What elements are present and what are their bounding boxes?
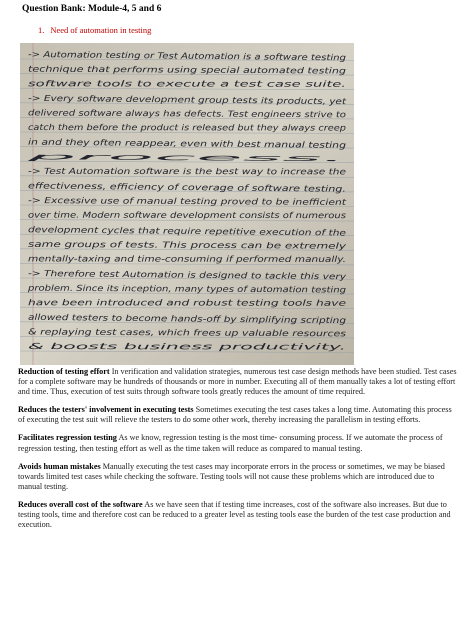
handwritten-line: technique that performs using special automated testing [27, 63, 266, 76]
handwritten-line: effectiveness, efficiency of coverage of software testing. [27, 180, 264, 193]
paragraph [18, 405, 460, 425]
handwritten-line: catch them before the product is released but they always creep [27, 122, 298, 133]
paragraph [18, 433, 460, 453]
section-number: 1. [38, 25, 45, 35]
handwritten-notes-image [20, 43, 354, 365]
handwritten-line: have been introduced and robust testing tools have [27, 297, 244, 308]
body-paragraphs [18, 367, 460, 538]
handwritten-line: -> Therefore test Automation is designed to tackle this very [27, 268, 278, 281]
paragraph [18, 367, 460, 397]
paragraph-text: Manually executing the test cases may incorporate errors in the process or sometimes, we may be biased towards limited test cases while checking the software. Testing tools will not cause these problems which are introduced due to manual testing. [18, 461, 445, 491]
handwritten-line: problem. Since its inception, many types of automation testing [27, 282, 291, 295]
handwritten-line: -> Test Automation software is the best way to increase the [27, 165, 278, 177]
handwritten-line: same groups of tests. This process can be extremely [27, 238, 248, 251]
handwritten-line: mentally-taxing and time-consuming if performed manually. [27, 253, 279, 264]
handwritten-line: in and they often reappear, even with best manual testing [27, 136, 271, 150]
section-title: Need of automation in testing [50, 25, 152, 35]
paragraph-heading: Reduces the testers' involvement in executing tests [18, 405, 194, 415]
paragraph-text: Sometimes executing the test cases takes a long time. Automating this process of executing the test suit will relieve the testers to do some other work, thereby increasing the parallelism in testing efforts. [18, 405, 452, 425]
notebook-page-photo [20, 43, 354, 365]
page-title: Question Bank: Module-4, 5 and 6 [22, 4, 162, 14]
handwritten-line: -> Automation testing or Test Automation is a software testing [27, 49, 289, 62]
paragraph-heading: Reduces overall cost of the software [18, 499, 143, 509]
handwritten-line: & replaying test cases, which frees up valuable resources [27, 326, 268, 338]
handwritten-line: delivered software always has defects. Test engineers strive to [27, 107, 290, 119]
paragraph [18, 462, 460, 492]
handwritten-line: process. [27, 151, 63, 162]
paragraph-text: In verification and validation strategies, numerous test case design methods have been studied. Test cases for a complete software may be hundreds of thousands or more in number. Executing all of them manually takes a lot of testing effort and time. Thus, execution of test suits through software tools greatly reduces the amount of time required. [18, 367, 457, 397]
paragraph-text: As we know, regression testing is the most time- consuming process. If we automate the process of regression testing, then testing effort as well as the time taken will reduce as compared to manual testing. [18, 433, 443, 453]
handwritten-line: -> Every software development group tests its products, yet [27, 92, 281, 106]
paragraph-text: As we have seen that if testing time increases, cost of the software also increases. But due to testing tools, time and therefore cost can be reduced to a greater level as testing tools ease the burden of the test case production and execution. [18, 499, 451, 530]
paragraph-heading: Reduction of testing effort [18, 367, 110, 376]
paragraph [18, 500, 460, 530]
handwritten-line: -> Excessive use of manual testing proved to be inefficient [27, 195, 275, 207]
section-heading [38, 25, 151, 35]
handwritten-line: over time. Modern software development consists of numerous [27, 209, 292, 221]
paragraph-heading: Avoids human mistakes [18, 461, 101, 471]
handwritten-line: development cycles that require repetitive execution of the [27, 224, 277, 237]
handwritten-line: allowed testers to become hands-off by simplifying scripting [27, 311, 280, 325]
handwritten-line: software tools to execute a test case suite. [27, 78, 208, 89]
handwritten-line: & boosts business productivity. [27, 341, 158, 352]
paragraph-heading: Facilitates regression testing [18, 433, 117, 443]
